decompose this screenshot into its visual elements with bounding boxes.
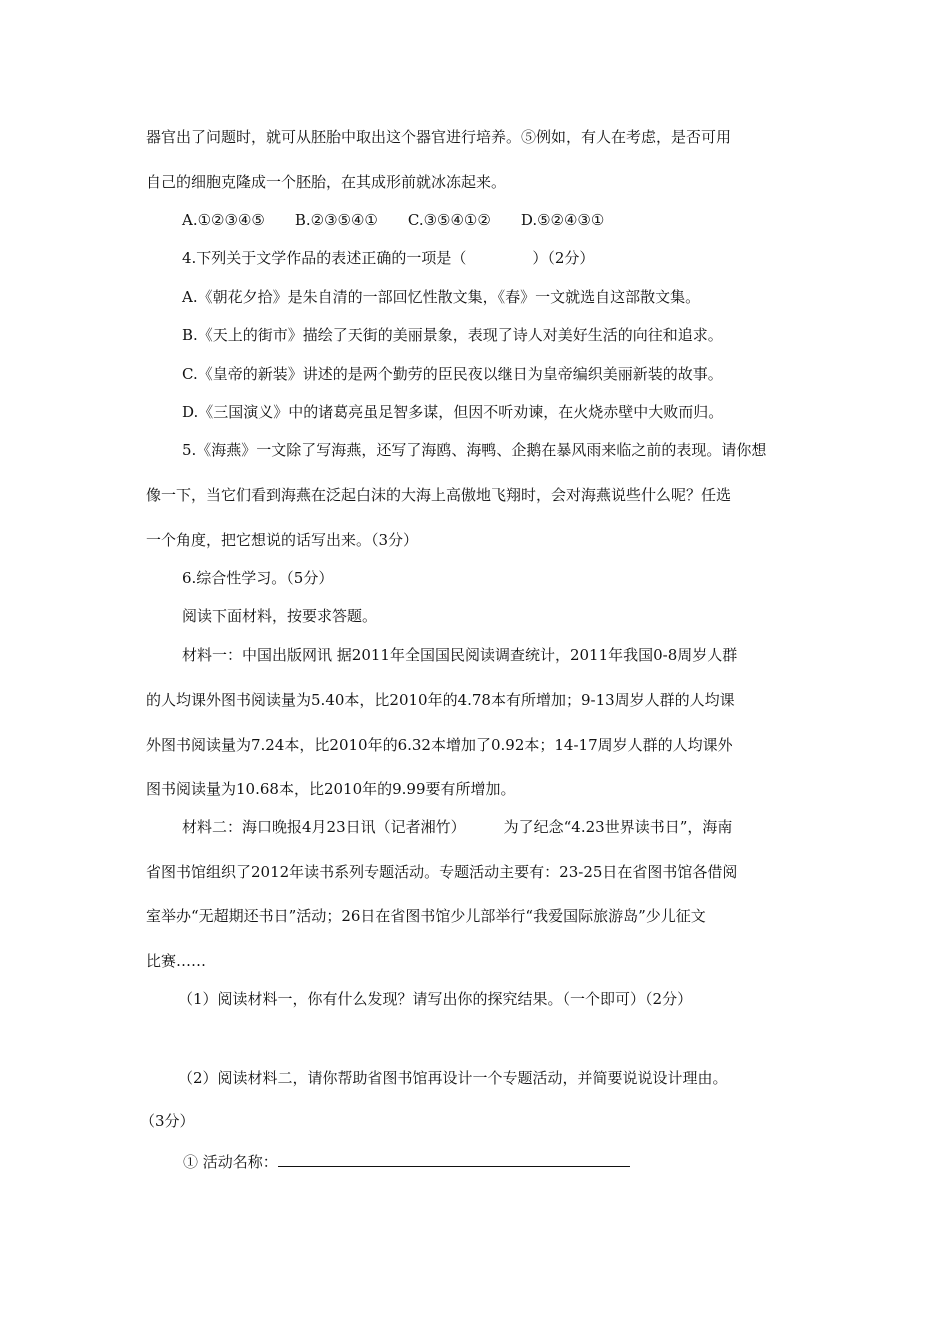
material2-line — [182, 817, 732, 837]
q6-instruction: 阅读下面材料，按要求答题。 — [182, 607, 378, 625]
q4-stem — [182, 248, 594, 268]
q3-options — [182, 210, 604, 230]
q3-option-c: C.③⑤④①② — [407, 211, 491, 229]
q4-option-c: C.《皇帝的新装》讲述的是两个勤劳的臣民夜以继日为皇帝编织美丽新装的故事。 — [182, 365, 723, 383]
q4-option-d: D.《三国演义》中的诸葛亮虽足智多谋，但因不听劝谏，在火烧赤壁中大败而归。 — [182, 403, 724, 421]
q4-points: ）（2分） — [532, 249, 595, 267]
q6-sub2: （2）阅读材料二，请你帮助省图书馆再设计一个专题活动，并简要说说设计理由。 — [178, 1069, 728, 1087]
q5-line: 一个角度，把它想说的话写出来。（3分） — [146, 531, 419, 549]
q3-option-b: B.②③⑤④① — [294, 211, 378, 229]
material1-line: 外图书阅读量为7.24本，比2010年的6.32本增加了0.92本；14-17周岁人群的人均课外 — [146, 736, 733, 754]
q6-title: 6.综合性学习。（5分） — [182, 569, 334, 587]
material2-line: 室举办“无超期还书日”活动；26日在省图书馆少儿部举行“我爱国际旅游岛”少儿征文 — [146, 907, 706, 925]
q4-option-b: B.《天上的街市》描绘了天街的美丽景象，表现了诗人对美好生活的向往和追求。 — [182, 326, 723, 344]
material1-line: 图书阅读量为10.68本，比2010年的9.99要有所增加。 — [146, 780, 516, 798]
q4-stem-text: 4.下列关于文学作品的表述正确的一项是（ — [182, 249, 467, 267]
q3-option-a: A.①②③④⑤ — [182, 211, 265, 229]
q6-sub2-points: （3分） — [140, 1112, 195, 1130]
q3-option-d: D.⑤②④③① — [520, 211, 605, 229]
activity-name-label: ① 活动名称： — [183, 1153, 278, 1171]
q4-option-a: A.《朝花夕拾》是朱自清的一部回忆性散文集，《春》一文就选自这部散文集。 — [182, 288, 701, 306]
material2-source: 材料二：海口晚报4月23日讯（记者湘竹） — [182, 818, 466, 836]
material2-line: 省图书馆组织了2012年读书系列专题活动。专题活动主要有：23-25日在省图书馆各借阅 — [146, 863, 738, 881]
activity-name-blank[interactable] — [278, 1150, 630, 1167]
paragraph-continuation-line: 自己的细胞克隆成一个胚胎，在其成形前就冰冻起来。 — [146, 173, 507, 191]
material2-line: 比赛…… — [146, 952, 207, 970]
q5-line: 像一下，当它们看到海燕在泛起白沫的大海上高傲地飞翔时，会对海燕说些什么呢？任选 — [146, 486, 732, 504]
material2-text: 为了纪念“4.23世界读书日”，海南 — [503, 818, 733, 836]
paragraph-continuation-line: 器官出了问题时，就可从胚胎中取出这个器官进行培养。⑤例如，有人在考虑，是否可用 — [146, 128, 732, 146]
q5-line: 5.《海燕》一文除了写海燕，还写了海鸥、海鸭、企鹅在暴风雨来临之前的表现。请你想 — [182, 441, 767, 459]
material1-line: 的人均课外图书阅读量为5.40本，比2010年的4.78本有所增加；9-13周岁人群的人均课 — [146, 691, 735, 709]
q6-sub1: （1）阅读材料一，你有什么发现？请写出你的探究结果。（一个即可）（2分） — [178, 990, 693, 1008]
activity-name-row — [183, 1150, 630, 1172]
material1-line: 材料一：中国出版网讯 据2011年全国国民阅读调查统计，2011年我国0-8周岁人群 — [182, 646, 738, 664]
